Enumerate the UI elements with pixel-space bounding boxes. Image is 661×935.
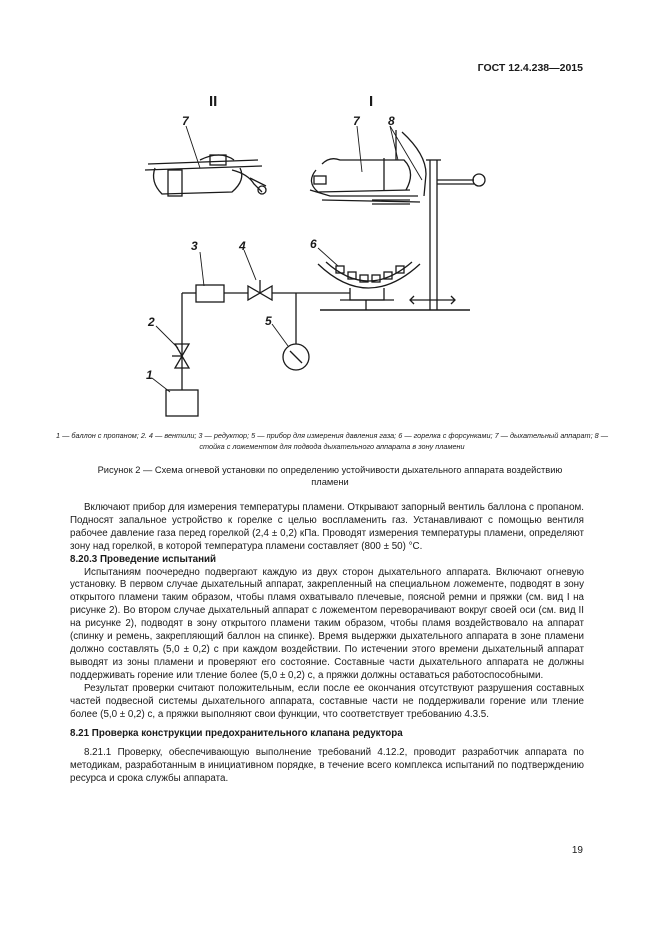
paragraph-8-21-1: 8.21.1 Проверку, обеспечивающую выполнение требований 4.12.2, проводит разработчик аппарата по методикам, разработанным в инициативном порядке, в течение всего комплекса испытаний по подтверждению ресурса и срока службы аппарата. [70, 747, 584, 785]
test-rig-figure [0, 0, 661, 460]
part-label-5: 5 [265, 314, 272, 328]
propane-cylinder [166, 390, 198, 416]
part-label-4: 4 [239, 239, 246, 253]
paragraph-test-result: Результат проверки считают положительным, если после ее окончания отсутствуют разрушения составных частей подвесной системы дыхательного аппарата, составные части не поддерживали горение или тление более (5,0 ± 0,2) с, а пряжки выполняют свои функции, что соответствует требованию 4.3.5. [70, 682, 584, 720]
heading-8-20-3: 8.20.3 Проведение испытаний [70, 553, 217, 565]
page-number: 19 [571, 845, 583, 856]
apparatus-view-i [310, 130, 426, 204]
view-label-i: I [369, 93, 374, 110]
part-label-2: 2 [148, 315, 155, 329]
piping [182, 293, 350, 390]
document-header: ГОСТ 12.4.238—2015 [477, 62, 583, 74]
part-label-7-view-i: 7 [353, 114, 360, 128]
part-label-3: 3 [191, 239, 198, 253]
body-text [70, 502, 584, 786]
paragraph-flame-temperature: Включают прибор для измерения температуры пламени. Открывают запорный вентиль баллона с пропаном. Подносят запальное устройство к горелке с целью воспламенить газ. Устанавливают с помощью вентиля рабочее давление газа перед горелкой (2,4 ± 0,2) кПа. Проводят измерения температуры пламени, определяют зону над горелкой, в которой температура пламени составляет (800 ± 50) °С. [70, 502, 584, 552]
part-label-7-view-ii: 7 [182, 114, 189, 128]
paragraph-test-procedure: Испытаниям поочередно подвергают каждую из двух сторон дыхательного аппарата. Включают огневую установку. В первом случае дыхательный аппарат, закрепленный на специальном ложементе, подводят в зону открытого пламени таким образом, чтобы пламя охватывало плечевые, поясной ремни и пряжки (см. вид I на рисунке 2). Во втором случае дыхательный аппарат с ложементом переворачивают вокруг своей оси (см. вид II на рисунке 2), подводят в зону открытого пламени таким образом, чтобы пламя воздействовало на аппарат (спинку и ремень, закрепляющий баллон на спинке). Время выдержки дыхательного аппарата в зоне пламени должно составлять (5,0 ± 0,2) с при каждом воздействии. По истечении этого времени дыхательный аппарат выводят из зоны пламени и проверяют его состояние. Составные части дыхательного аппарата не должны поддерживать горение или тление более (5,0 ± 0,2) с, а пряжки должны оставаться работоспособными. [70, 566, 584, 681]
part-label-6: 6 [310, 237, 317, 251]
apparatus-view-ii [145, 155, 266, 196]
view-label-ii: II [209, 93, 218, 110]
part-label-8: 8 [388, 114, 395, 128]
figure-caption: Рисунок 2 — Схема огневой установки по определению устойчивости дыхательного аппарата воздействию пламени [97, 465, 563, 487]
burner [318, 262, 420, 310]
reducer [196, 285, 224, 302]
heading-8-21: 8.21 Проверка конструкции предохранительного клапана редуктора [70, 728, 403, 740]
stand [320, 160, 485, 310]
figure-legend: 1 — баллон с пропаном; 2. 4 — вентили; 3 — редуктор; 5 — прибор для измерения давления газа; 6 — горелка с форсунками; 7 — дыхательный аппарат; 8 — стойка с ложементом для подвода дыхательного аппарата в зону пламени [55, 431, 609, 451]
part-label-1: 1 [146, 368, 153, 382]
